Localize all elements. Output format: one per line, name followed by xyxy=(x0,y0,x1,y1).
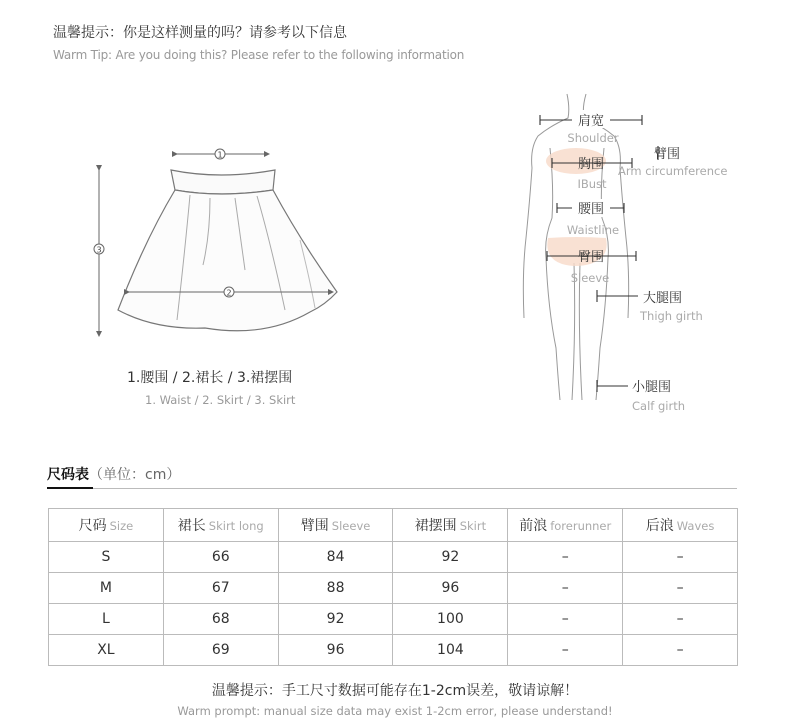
marker-1: 1 xyxy=(217,150,223,160)
skirt-legend-english: 1. Waist / 2. Skirt / 3. Skirt xyxy=(145,393,296,407)
label-shoulder: 肩宽 xyxy=(577,114,605,129)
header-skirt: 裙摆围 Skirt xyxy=(393,509,508,542)
label-thigh-en: Thigh girth xyxy=(640,309,703,323)
label-bust: 胸围 xyxy=(577,157,605,172)
skirt-diagram xyxy=(85,140,355,350)
label-waist: 腰围 xyxy=(577,202,605,217)
header-skirt-long: 裙长 Skirt long xyxy=(163,509,278,542)
title-divider xyxy=(47,488,737,489)
header-waves: 后浪 Waves xyxy=(623,509,738,542)
label-calf: 小腿围 xyxy=(632,380,672,395)
skirt-legend-chinese: 1.腰围 / 2.裙长 / 3.裙摆围 xyxy=(127,370,293,386)
table-row: M 67 88 96 – – xyxy=(49,573,738,604)
footer-note-chinese: 温馨提示：手工尺寸数据可能存在1-2cm误差，敬请谅解！ xyxy=(211,683,579,699)
label-hip-en: Sleeve xyxy=(570,271,610,285)
body-diagram xyxy=(510,88,750,418)
table-row: S 66 84 92 – – xyxy=(49,542,738,573)
label-waist-en: Waistline xyxy=(566,223,620,237)
table-row: XL 69 96 104 – – xyxy=(49,635,738,666)
label-shoulder-en: Shoulder xyxy=(567,131,619,145)
label-calf-en: Calf girth xyxy=(632,399,685,413)
label-thigh: 大腿围 xyxy=(643,291,683,306)
tip-chinese: 温馨提示：你是这样测量的吗？请参考以下信息 xyxy=(53,25,347,41)
label-arm-en: Arm circumference xyxy=(618,164,728,178)
header-forerunner: 前浪 forerunner xyxy=(508,509,623,542)
label-arm: 臂围 xyxy=(654,147,681,162)
header-size: 尺码 Size xyxy=(49,509,164,542)
label-hip: 臀围 xyxy=(577,250,605,265)
table-header-row xyxy=(49,509,738,542)
marker-3: 3 xyxy=(96,245,102,255)
table-row: L 68 92 100 – – xyxy=(49,604,738,635)
footer-note-english: Warm prompt: manual size data may exist 1-2cm error, please understand! xyxy=(177,704,613,718)
size-table xyxy=(48,508,738,666)
size-table-heading: 尺码表 xyxy=(47,467,89,483)
label-bust-en: IBust xyxy=(577,177,607,191)
tip-english: Warm Tip: Are you doing this? Please refer to the following information xyxy=(53,48,465,62)
title-underline xyxy=(47,487,93,489)
size-table-title xyxy=(47,464,180,484)
marker-2: 2 xyxy=(226,288,232,298)
header-sleeve: 臂围 Sleeve xyxy=(278,509,393,542)
size-table-unit: （单位：cm） xyxy=(89,467,181,483)
